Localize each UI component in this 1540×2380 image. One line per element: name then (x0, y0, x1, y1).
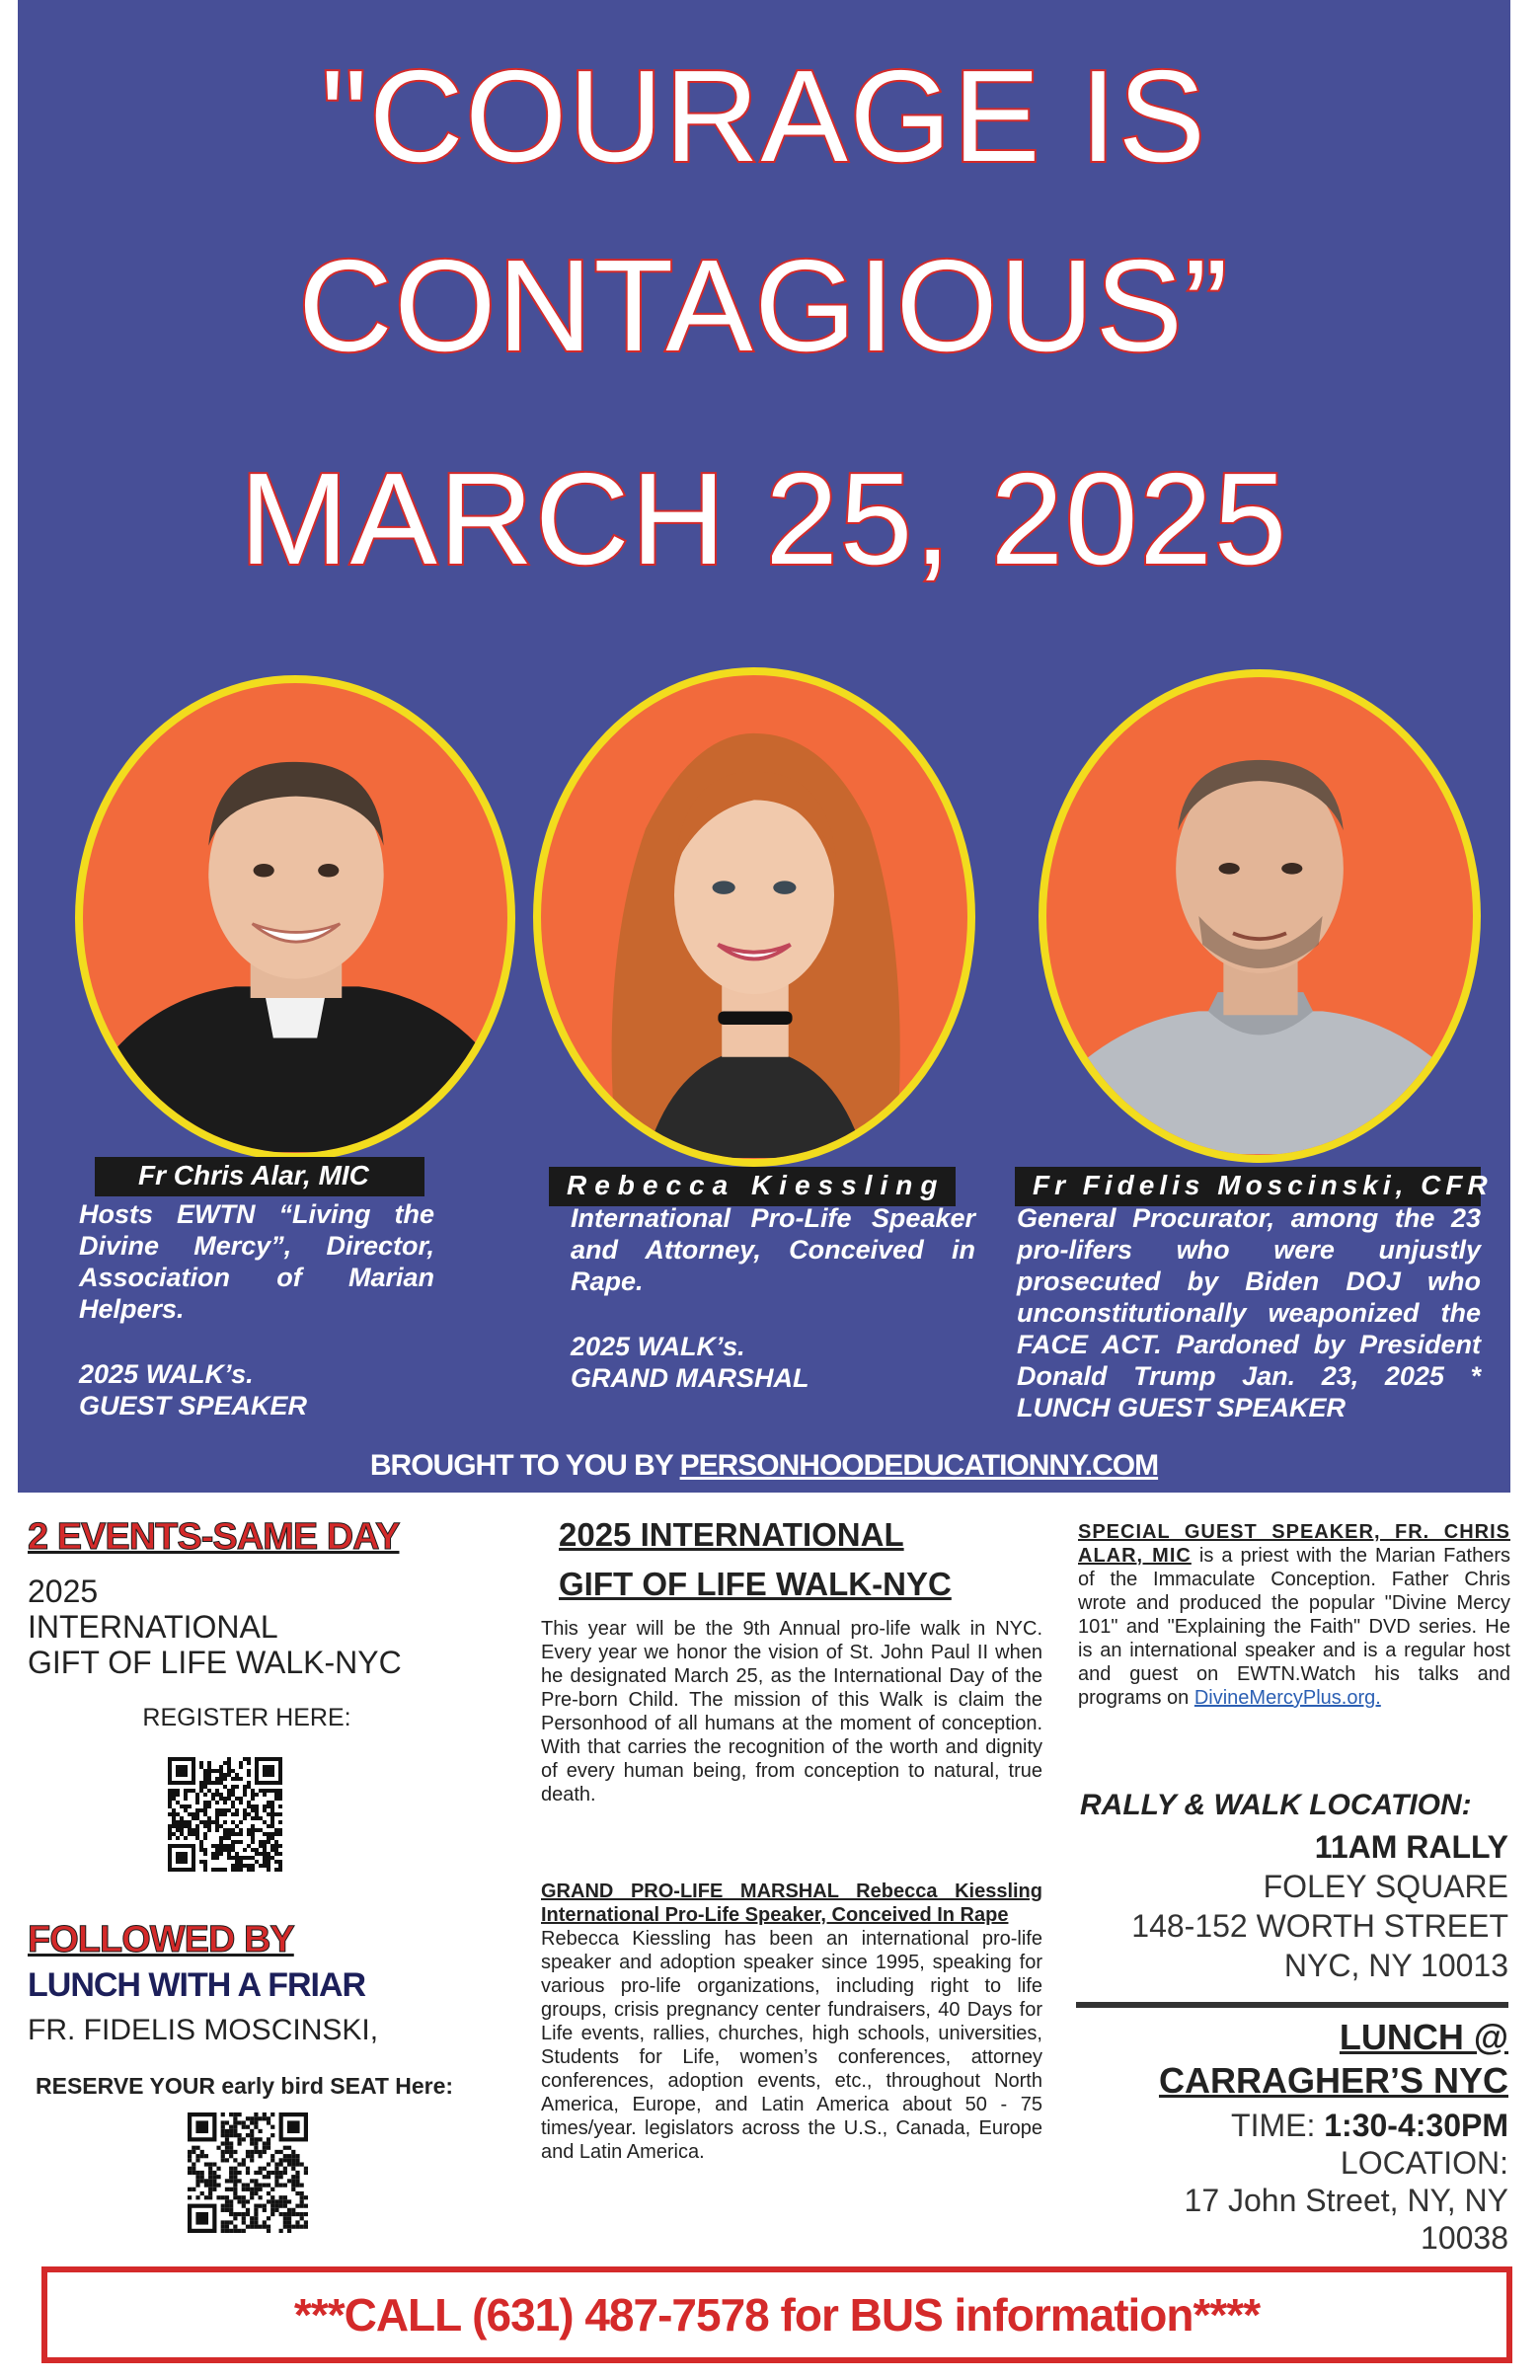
priest-portrait-illustration (83, 683, 507, 1153)
speaker-3-bio (1017, 1202, 1481, 1423)
walk-article-title (559, 1510, 952, 1609)
speaker-1-portrait (75, 675, 515, 1161)
register-qr-code-icon[interactable] (168, 1757, 282, 1872)
special-guest-body: is a priest with the Marian Fathers of the Immaculate Conception. Father Chris wrote and produced the popular "Divine Mercy 101" and "Explaining the Faith" DVD series. He is an international speaker and is a regular host and guest on EWTN.Watch his talks and programs on (1078, 1545, 1510, 1709)
walk-international: INTERNATIONAL (28, 1609, 278, 1645)
walk-year: 2025 (28, 1574, 99, 1609)
speaker-3-portrait (1039, 669, 1481, 1163)
lunch-time-value: 1:30-4:30PM (1324, 2108, 1508, 2143)
followed-by-heading: FOLLOWED BY (28, 1919, 294, 1960)
register-label: REGISTER HERE: (142, 1704, 351, 1731)
website-link[interactable]: PERSONHOODEDUCATIONNY.COM (679, 1449, 1159, 1482)
divine-mercy-plus-link[interactable]: DivineMercyPlus.org. (1194, 1687, 1381, 1709)
rally-street: 148-152 WORTH STREET (1131, 1908, 1508, 1944)
walk-event-name (28, 1574, 402, 1680)
walk-article-title-line-1: 2025 INTERNATIONAL (559, 1516, 904, 1553)
lunch-address: 17 John Street, NY, NY (1184, 2183, 1508, 2218)
speaker-2-bio (571, 1202, 975, 1394)
brought-by-line (18, 1449, 1510, 1483)
rally-location-title: RALLY & WALK LOCATION: (1080, 1789, 1472, 1821)
lunch-at-heading: LUNCH @ (1339, 2017, 1508, 2057)
lunch-venue: CARRAGHER’S NYC (1158, 2060, 1508, 2101)
friar-portrait-illustration (1046, 677, 1473, 1155)
speaker-2-description: International Pro-Life Speaker and Attorney, Conceived in Rape. (571, 1203, 975, 1296)
bus-info-text[interactable]: ***CALL (631) 487-7578 for BUS information**** (293, 2289, 1261, 2341)
speaker-2-portrait (533, 667, 975, 1167)
speaker-3-name: Fr Fidelis Moscinski, CFR (1015, 1167, 1481, 1206)
marshal-section (541, 1880, 1042, 2164)
special-guest-heading: SPECIAL GUEST SPEAKER, FR. CHRIS ALAR, MIC (1078, 1521, 1510, 1567)
walk-article-title-line-2: GIFT OF LIFE WALK-NYC (559, 1566, 952, 1602)
speaker-2-role-year: 2025 WALK’s. (571, 1332, 745, 1361)
rally-time: 11AM RALLY (1314, 1829, 1508, 1865)
speaker-1-role: GUEST SPEAKER (79, 1391, 308, 1420)
lunch-zip: 10038 (1421, 2220, 1508, 2256)
walk-article-body: This year will be the 9th Annual pro-life walk in NYC. Every year we honor the vision of St. John Paul II when he designated March 25, as the International Day of the Pre-born Child. The mission of this Walk is claim the Personhood of all humans at the moment of conception. With that carries the recognition of the worth and dignity of every human being, from conception to natural, true death. (541, 1618, 1042, 1805)
headline-date: MARCH 25, 2025 (239, 446, 1289, 591)
speaker-2-name: Rebecca Kiessling (549, 1167, 956, 1206)
lunch-time (1046, 2107, 1508, 2144)
events-title: 2 EVENTS-SAME DAY (28, 1516, 400, 1558)
reserve-qr-code-icon[interactable] (188, 2112, 308, 2233)
reserve-seat-label: RESERVE YOUR early bird SEAT Here: (36, 2073, 454, 2099)
hero-panel (18, 0, 1510, 1493)
headline-line-2: CONTAGIOUS” (298, 233, 1230, 378)
headline-line-1: "COURAGE IS (321, 43, 1207, 189)
friar-name: FR. FIDELIS MOSCINSKI, (28, 2014, 379, 2046)
lunch-time-label: TIME: (1231, 2108, 1325, 2143)
special-guest-section (1078, 1520, 1510, 1710)
speaker-1-role-year: 2025 WALK’s. (79, 1359, 254, 1389)
bus-info-box (41, 2266, 1512, 2363)
lunch-location-label: LOCATION: (1340, 2145, 1508, 2181)
rally-place: FOLEY SQUARE (1263, 1869, 1508, 1904)
brought-by-prefix: BROUGHT TO YOU BY (369, 1449, 680, 1482)
speaker-1-name: Fr Chris Alar, MIC (95, 1157, 424, 1196)
woman-portrait-illustration (541, 675, 967, 1159)
walk-name: GIFT OF LIFE WALK-NYC (28, 1645, 402, 1680)
marshal-body: Rebecca Kiessling has been an international pro-life speaker and adoption speaker since 1995, speaking for various pro-life organizations, including right to life groups, crisis pregnancy center fundraisers, 40 Days for Life events, rallies, churches, high schools, universities, Students for Life, women’s conferences, attorney conferences, adoption events, etc., throughout North America, Europe, and Latin America about 50 - 75 times/year. legislators across the U.S., Canada, Europe and Latin America. (541, 1928, 1042, 2163)
rally-city: NYC, NY 10013 (1283, 1948, 1508, 1983)
speaker-3-description: General Procurator, among the 23 pro-lifers who were unjustly prosecuted by Biden DOJ who unconstitutionally weaponized the FACE ACT. Pardoned by President Donald Trump Jan. 23, 2025 * LUNCH GUEST SPEAKER (1017, 1203, 1481, 1422)
speaker-1-bio (79, 1198, 434, 1421)
section-divider (1076, 2002, 1508, 2008)
speaker-2-role: GRAND MARSHAL (571, 1363, 809, 1393)
speaker-1-description: Hosts EWTN “Living the Divine Mercy”, Director, Association of Marian Helpers. (79, 1199, 434, 1324)
marshal-heading: GRAND PRO-LIFE MARSHAL Rebecca Kiessling International Pro-Life Speaker, Conceived In Rape (541, 1881, 1042, 1926)
lunch-with-friar-heading: LUNCH WITH A FRIAR (28, 1966, 366, 2004)
